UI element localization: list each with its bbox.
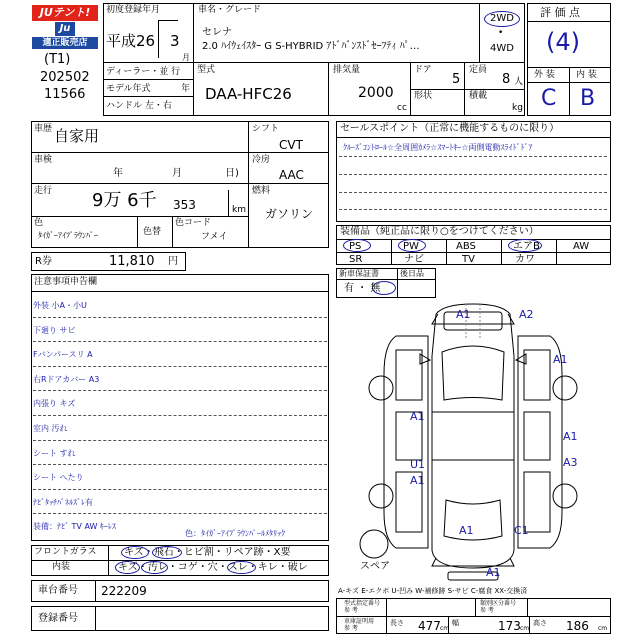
- height-unit: cm: [598, 625, 608, 632]
- doors: 5: [452, 72, 461, 87]
- interior-cond-options: キズ・汚レ・コゲ・穴・スレ・キレ・破レ: [118, 562, 308, 573]
- shift-label: シフト: [252, 124, 280, 134]
- length-value: 477: [418, 619, 441, 633]
- note-divider: [33, 464, 327, 465]
- color-code: フメイ: [201, 232, 228, 242]
- load-label: 積載: [469, 91, 488, 101]
- equip-airbag: エアB: [513, 241, 540, 252]
- chassis-label: 車台番号: [38, 585, 78, 596]
- header-code: (T1): [44, 52, 71, 67]
- km-unit: km: [232, 205, 246, 215]
- model-year-unit: 年: [181, 84, 191, 94]
- width-unit: cm: [520, 625, 530, 632]
- notes-title: 注意事項申告欄: [34, 277, 98, 287]
- recycle-label: R券: [35, 256, 52, 267]
- class-number-label: 類別区分番号 参 考: [480, 600, 517, 614]
- fuel: ガソリン: [265, 207, 314, 221]
- equip-leather: カワ: [515, 254, 535, 265]
- inspection-month: 月: [172, 168, 182, 179]
- rating-score: (4): [546, 28, 580, 56]
- color-code-label: 色コード: [175, 218, 212, 228]
- drive-2wd: 2WD: [490, 13, 514, 24]
- note-item: 室内 汚れ: [33, 424, 68, 433]
- damage-mark: A3: [563, 456, 578, 469]
- front-glass-options: キズ・飛石・ヒビ割・リペア跡・X要: [124, 547, 291, 558]
- damage-mark: A1: [486, 566, 501, 579]
- damage-mark: A2: [519, 308, 534, 321]
- exterior-label: 外 装: [534, 70, 555, 80]
- length-unit: cm: [440, 625, 450, 632]
- cc-unit: cc: [397, 103, 407, 113]
- inspection-year: 年: [113, 168, 123, 179]
- inspection-label: 車検: [34, 155, 53, 165]
- interior-grade: B: [580, 86, 596, 111]
- fuel-label: 燃料: [252, 186, 271, 196]
- note-divider: [33, 317, 327, 318]
- chassis-number: 222209: [101, 584, 147, 598]
- warranty-label: 新車保証書: [339, 269, 379, 278]
- mileage-label: 走行: [34, 186, 53, 196]
- equip-abs: ABS: [456, 241, 476, 252]
- mileage-small: 353: [173, 198, 196, 212]
- door-label: ドア: [414, 65, 432, 75]
- recycle-amount: 11,810: [109, 254, 155, 269]
- equip-sr: SR: [349, 254, 363, 265]
- note-divider: [33, 366, 327, 367]
- registration-month: 3: [170, 32, 180, 50]
- capacity-unit: 人: [514, 77, 524, 87]
- model-number-label: 型式指定番号 参 考: [344, 600, 381, 614]
- equip-ps: PS: [349, 241, 362, 252]
- damage-legend: A-キズ E-エクボ U-凹み W-補修跡 S-サビ C-腐食 XX-交換済: [338, 587, 528, 595]
- note-item: 下廻り サビ: [33, 325, 76, 335]
- note-divider: [33, 440, 327, 441]
- note-item: 装備：ﾅﾋﾞ TV AW ｷｰﾚｽ: [33, 522, 116, 532]
- car-name-label: 車名・グレード: [198, 5, 262, 15]
- car-name: セレナ: [202, 27, 232, 38]
- dealer-label: ディーラー・並 行: [106, 67, 181, 77]
- front-glass-label: フロントガラス: [34, 547, 97, 557]
- note-item: Fバンパースリ A: [33, 350, 93, 360]
- registration-number-label: 登録番号: [38, 613, 78, 624]
- usage: 自家用: [54, 127, 100, 145]
- header-number-2: 11566: [44, 87, 86, 102]
- registration-month-unit: 月: [182, 53, 190, 62]
- garage-cert-label: 車庫証明用 参 考: [344, 618, 375, 632]
- jutendo-logo: JUテント!: [32, 5, 98, 21]
- color-change-label: 色替: [143, 227, 162, 237]
- later-items-label: 後日品: [400, 269, 424, 278]
- sales-points-title: セールスポイント（正常に機能するものに限り）: [340, 123, 560, 134]
- recycle-unit: 円: [168, 256, 178, 267]
- model-type: DAA-HFC26: [205, 85, 292, 103]
- damage-mark: A1: [459, 524, 474, 537]
- notes-color-note: 色：ﾀｲｶﾞｰｱｲﾌﾟﾗｳﾝﾊﾟｰﾙﾒﾀﾘｯｸ: [185, 529, 285, 538]
- note-divider: [33, 341, 327, 342]
- capacity: 8: [502, 72, 511, 87]
- equip-navi: ナビ: [404, 254, 424, 265]
- damage-mark: U1: [410, 458, 426, 471]
- damage-mark: A1: [456, 308, 471, 321]
- length-label: 長さ: [390, 619, 404, 627]
- damage-mark: A1: [410, 410, 425, 423]
- shift: CVT: [279, 138, 303, 152]
- exterior-grade: C: [541, 86, 557, 111]
- mileage-large: 9万 6千: [92, 190, 157, 211]
- equip-tv: TV: [462, 254, 475, 265]
- capacity-label: 定員: [469, 65, 488, 75]
- car-grade: 2.0 ﾊｲｳｪｲｽﾀｰ G S-HYBRID ｱﾄﾞﾊﾞﾝｽﾄﾞｾｰﾌﾃｨ ﾊﾟ…: [202, 41, 420, 52]
- width-value: 173: [498, 619, 521, 633]
- note-item: シート へたり: [33, 473, 84, 483]
- damage-mark: A1: [553, 353, 568, 366]
- note-divider: [33, 415, 327, 416]
- drive-4wd: 4WD: [490, 43, 514, 54]
- handle-label: ハンドル 左・右: [106, 101, 172, 111]
- registration-label: 初度登録年月: [106, 5, 161, 15]
- damage-mark: A1: [410, 474, 425, 487]
- note-divider: [33, 489, 327, 490]
- displacement-label: 排気量: [333, 65, 361, 75]
- note-item: 内張り キズ: [33, 399, 76, 409]
- note-divider: [33, 513, 327, 514]
- type-label: 型式: [197, 65, 216, 75]
- equip-pw: PW: [403, 241, 419, 252]
- color-label: 色: [34, 218, 44, 228]
- interior-cond-label: 内装: [52, 562, 71, 572]
- width-label: 幅: [452, 619, 459, 627]
- note-item: シート すれ: [33, 448, 76, 458]
- note-item: 右Rドアカバー A3: [33, 374, 100, 384]
- equipment-title: 装備品（純正品に限り○をつけてください）: [340, 226, 539, 237]
- header-number-1: 202502: [40, 70, 90, 85]
- ju-logo: Ju: [55, 22, 75, 36]
- rating-label: 評 価 点: [540, 6, 580, 19]
- warranty-options: 有 ・ 無: [344, 283, 381, 294]
- inspection-day: 日): [225, 168, 239, 179]
- damage-mark: A1: [563, 430, 578, 443]
- note-item: 外装 小A・小U: [33, 301, 87, 310]
- registration-era: 平成26: [106, 32, 156, 50]
- note-item: ﾅﾋﾞﾀｯﾁﾊﾟﾈﾙｽﾞﾚ有: [33, 497, 93, 507]
- ac: AAC: [279, 168, 304, 182]
- usage-label: 車歴: [34, 124, 53, 134]
- drive-dot: •: [498, 28, 504, 38]
- sales-points-text: ｸﾙｰｽﾞｺﾝﾄﾛｰﾙ☆全周囲ｶﾒﾗ☆ｽﾏｰﾄｷｰ☆両側電動ｽﾗｲﾄﾞﾄﾞｱ: [343, 143, 533, 152]
- interior-label: 内 装: [576, 70, 597, 80]
- spare-label: スペア: [360, 561, 390, 572]
- shape-label: 形状: [414, 91, 433, 101]
- kg-unit: kg: [512, 103, 523, 113]
- height-label: 高さ: [533, 619, 547, 627]
- model-year-label: モデル年式: [106, 84, 151, 94]
- color-value: ﾀｲｶﾞｰｱｲﾌﾟﾗｳﾝﾊﾟｰ: [38, 231, 98, 240]
- ac-label: 冷房: [252, 155, 271, 165]
- note-divider: [33, 390, 327, 391]
- equip-aw: AW: [573, 241, 590, 252]
- damage-mark: C1: [514, 524, 529, 537]
- fair-dealer-logo: 適正販売店: [32, 37, 98, 49]
- displacement: 2000: [358, 85, 394, 101]
- height-value: 186: [566, 619, 589, 633]
